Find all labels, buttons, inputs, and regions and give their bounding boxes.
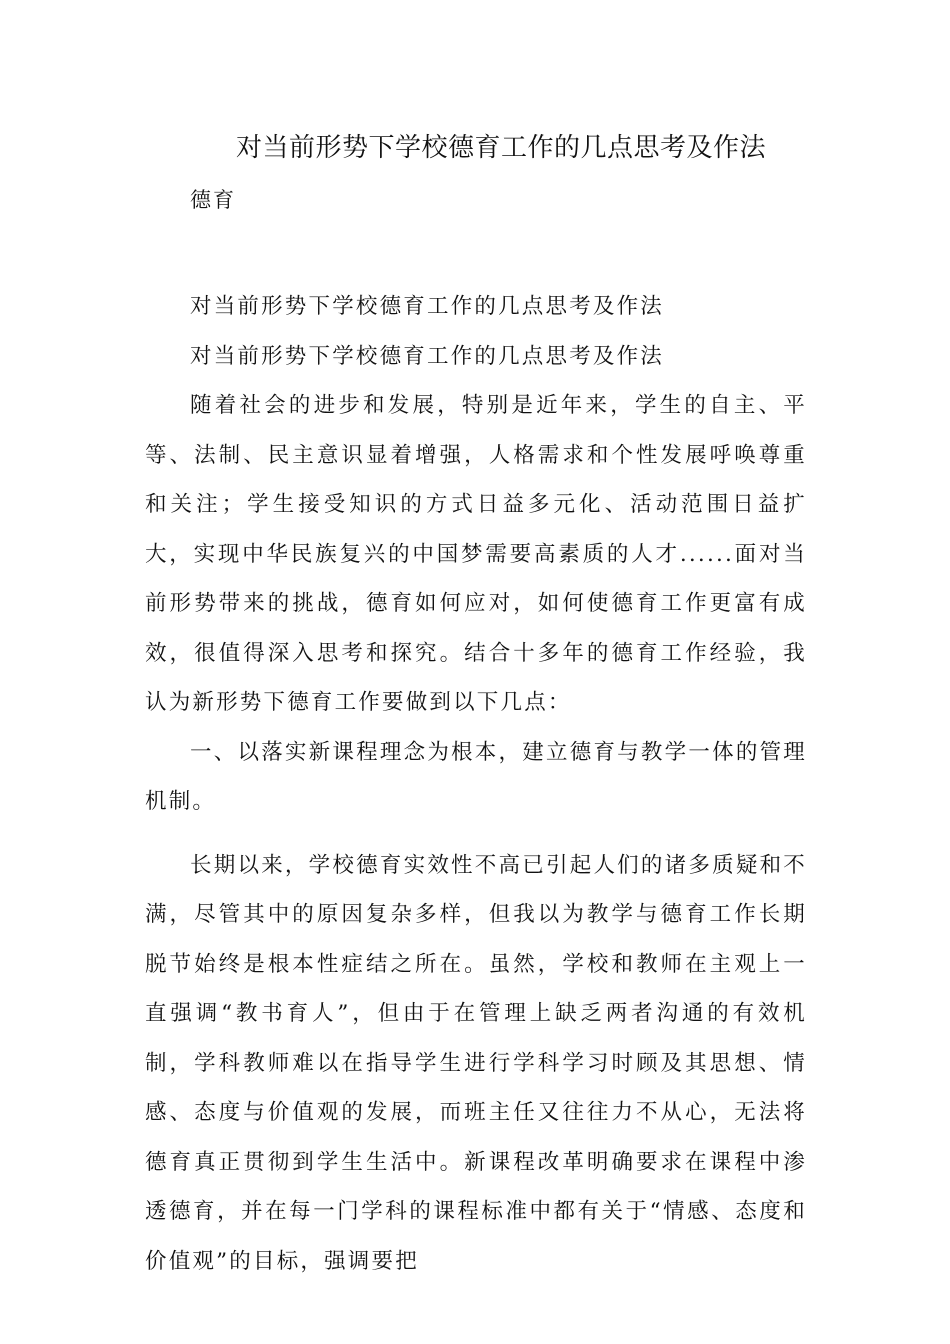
body-paragraph: 随着社会的进步和发展，特别是近年来，学生的自主、平等、法制、民主意识显着增强，人格需求和个性发展呼唤尊重和关注；学生接受知识的方式日益多元化、活动范围日益扩大，实现中华民族复兴的中国梦需要高素质的人才......面对当前形势带来的挑战，德育如何应对，如何使德育工作更富有成效，很值得深入思考和探究。结合十多年的德育工作经验，我认为新形势下德育工作要做到以下几点： xyxy=(145,393,807,715)
section-heading: 一、以落实新课程理念为根本，建立德育与教学一体的管理机制。 xyxy=(145,739,807,814)
document-category: 德育 xyxy=(190,188,236,212)
body-paragraph: 对当前形势下学校德育工作的几点思考及作法 xyxy=(190,343,665,369)
document-body xyxy=(145,282,807,1286)
body-paragraph: 对当前形势下学校德育工作的几点思考及作法 xyxy=(190,294,665,319)
document-title: 对当前形势下学校德育工作的几点思考及作法 xyxy=(235,133,766,163)
body-paragraph: 长期以来，学校德育实效性不高已引起人们的诸多质疑和不满，尽管其中的原因复杂多样，但我以为教学与德育工作长期脱节始终是根本性症结之所在。虽然，学校和教师在主观上一直强调“教书育人”，但由于在管理上缺乏两者沟通的有效机制，学科教师难以在指导学生进行学科学习时顾及其思想、情感、态度与价值观的发展，而班主任又往往力不从心，无法将德育真正贯彻到学生生活中。新课程改革明确要求在课程中渗透德育，并在每一门学科的课程标准中都有关于“情感、态度和价值观”的目标，强调要把 xyxy=(145,852,807,1274)
